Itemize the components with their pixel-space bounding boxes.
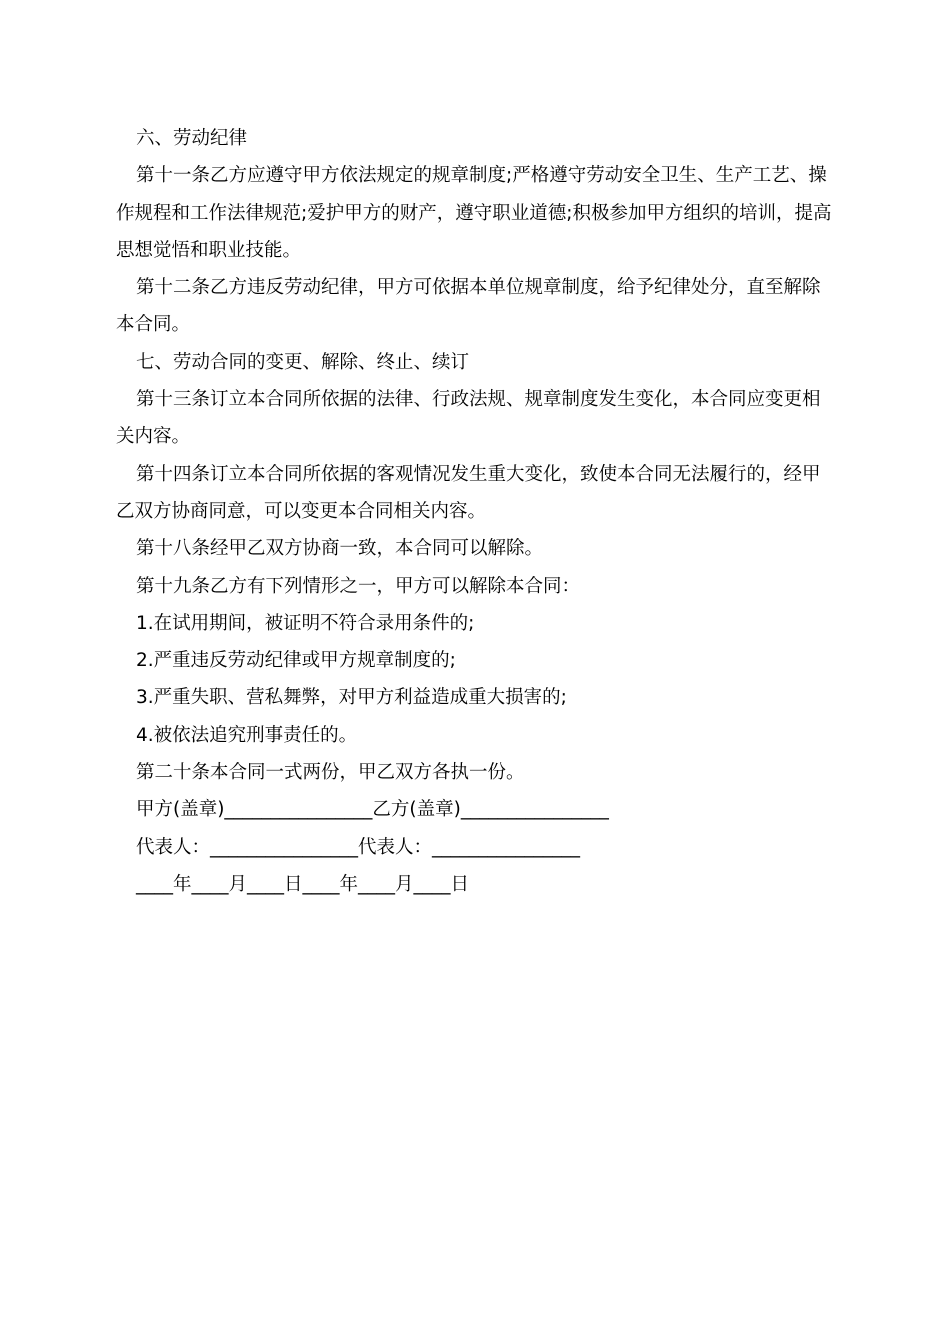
article-20-paragraph: 第二十条本合同一式两份，甲乙双方各执一份。 [136,762,525,784]
article-11-paragraph: 第十一条乙方应遵守甲方依法规定的规章制度;严格遵守劳动安全卫生、生产工艺、操作规程和工作法律规范;爱护甲方的财产，遵守职业道德;积极参加甲方组织的培训，提高思想觉悟和职业技能。 [116,165,832,261]
article-19-paragraph: 第十九条乙方有下列情形之一，甲方可以解除本合同： [136,575,581,597]
list-item-2: 2.严重违反劳动纪律或甲方规章制度的; [136,650,456,672]
signature-seal-line: 甲方(盖章)________________乙方(盖章)________________ [136,799,609,821]
article-12-paragraph: 第十二条乙方违反劳动纪律，甲方可依据本单位规章制度，给予纪律处分，直至解除本合同。 [116,277,821,336]
article-18-paragraph: 第十八条经甲乙双方协商一致，本合同可以解除。 [136,538,544,560]
section-heading-labor-discipline: 六、劳动纪律 [136,128,248,149]
list-item-1: 1.在试用期间，被证明不符合录用条件的; [136,612,475,634]
document-body [116,120,836,903]
article-13-paragraph: 第十三条订立本合同所依据的法律、行政法规、规章制度发生变化，本合同应变更相关内容。 [116,389,821,448]
section-heading-contract-changes: 七、劳动合同的变更、解除、终止、续订 [136,351,470,373]
signature-date-line: ____年____月____日____年____月____日 [136,873,470,895]
article-14-paragraph: 第十四条订立本合同所依据的客观情况发生重大变化，致使本合同无法履行的，经甲乙双方协商同意，可以变更本合同相关内容。 [116,463,821,522]
list-item-4: 4.被依法追究刑事责任的。 [136,724,358,746]
list-item-3: 3.严重失职、营私舞弊，对甲方利益造成重大损害的; [136,687,567,709]
signature-representative-line: 代表人：________________代表人：________________ [136,836,581,858]
